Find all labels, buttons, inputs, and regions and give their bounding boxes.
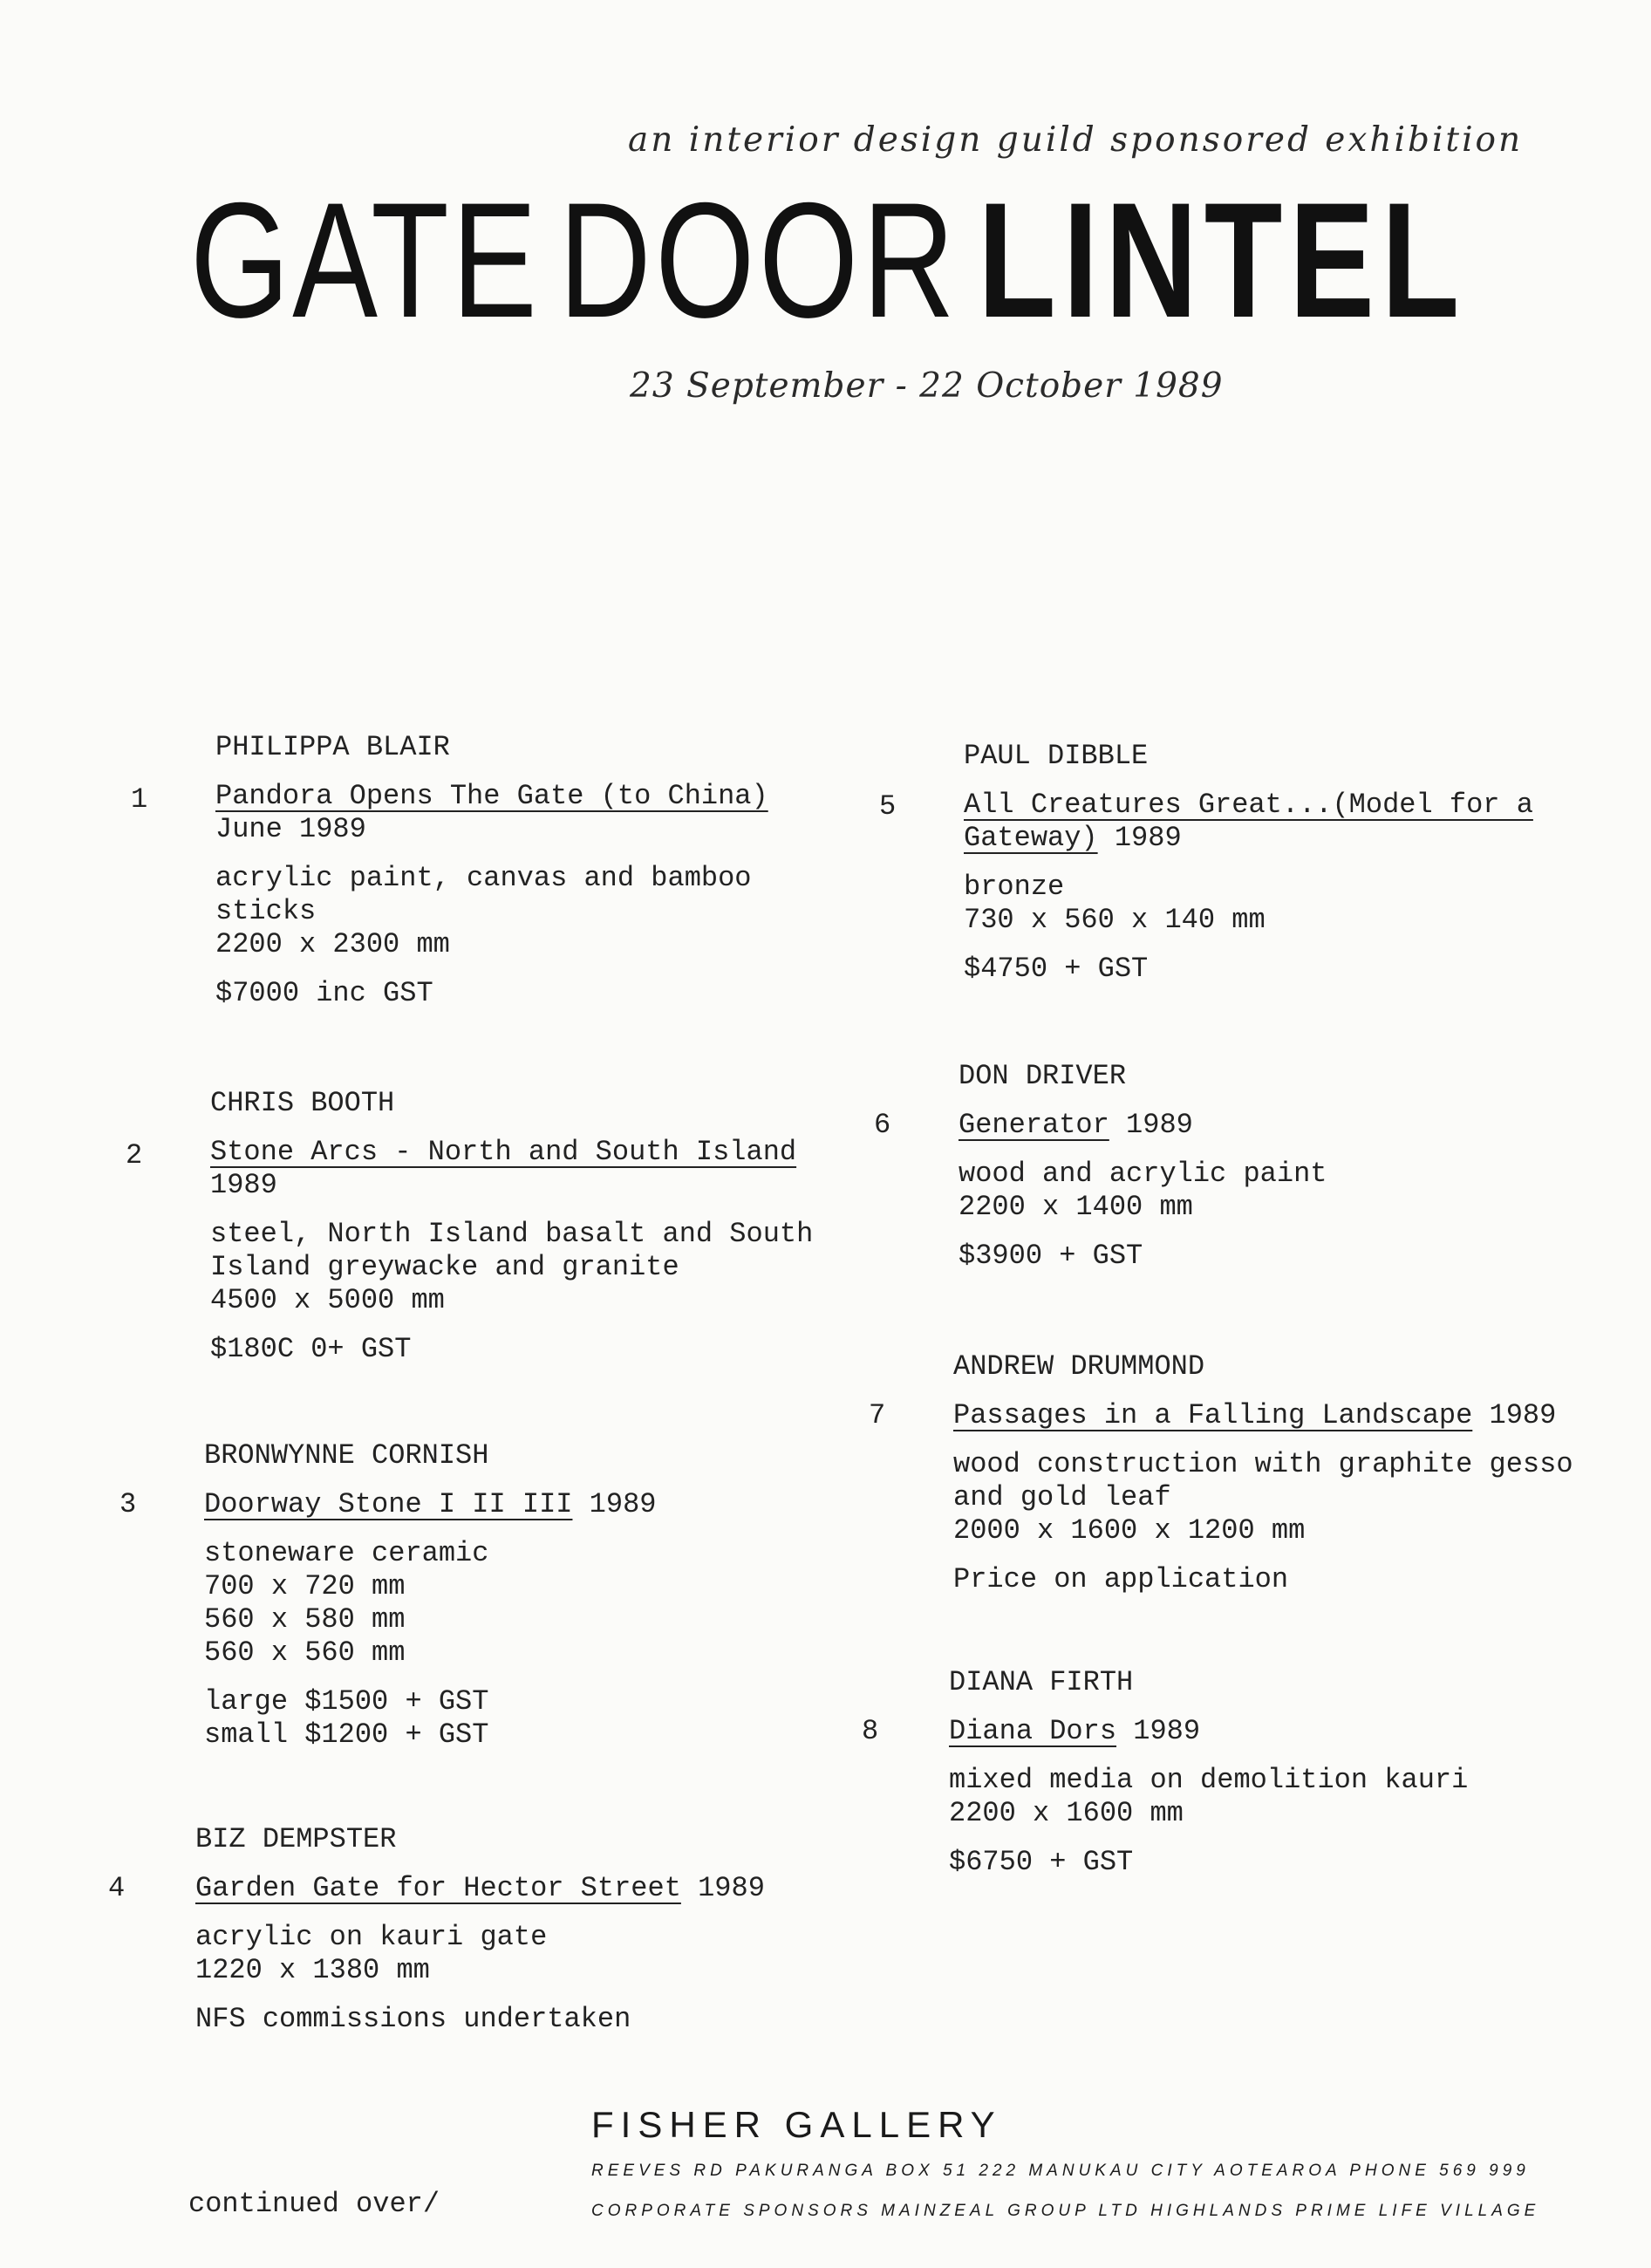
work-dimensions: 700 x 720 mm <box>204 1570 406 1602</box>
artist-name: PHILIPPA BLAIR <box>215 731 450 763</box>
artist-name: ANDREW DRUMMOND <box>953 1350 1205 1383</box>
work-dimensions: 2200 x 2300 mm <box>215 928 450 960</box>
work-date: June 1989 <box>215 813 366 845</box>
work-date: 1989 <box>1489 1399 1557 1431</box>
work-dimensions: 560 x 560 mm <box>204 1636 406 1669</box>
work-media: wood construction with graphite gesso <box>953 1448 1573 1480</box>
entry-number: 5 <box>879 790 897 823</box>
work-title: Doorway Stone I II III <box>204 1488 573 1520</box>
catalogue-entry-3 <box>119 1439 657 1752</box>
work-media: bronze <box>964 871 1065 903</box>
work-title: Generator <box>959 1109 1109 1141</box>
exhibition-dates: 23 September - 22 October 1989 <box>630 366 1224 406</box>
work-price: Price on application <box>953 1563 1289 1595</box>
work-price: $180C 0+ GST <box>210 1333 412 1365</box>
catalogue-entry-5 <box>879 740 1533 986</box>
entry-number: 6 <box>874 1109 891 1141</box>
work-dimensions: 1220 x 1380 mm <box>195 1954 430 1986</box>
work-media: steel, North Island basalt and South <box>210 1218 814 1250</box>
work-date: 1989 <box>589 1488 657 1520</box>
work-dimensions: 2000 x 1600 x 1200 mm <box>953 1514 1306 1547</box>
work-media: sticks <box>215 895 317 927</box>
entry-number: 7 <box>869 1399 886 1431</box>
entry-number: 8 <box>862 1715 879 1747</box>
corporate-sponsors: CORPORATE SPONSORS MAINZEAL GROUP LTD HIGHLANDS PRIME LIFE VILLAGE <box>591 2202 1540 2220</box>
work-date: 1989 <box>210 1169 277 1201</box>
work-price: $3900 + GST <box>959 1240 1143 1272</box>
work-price: NFS commissions undertaken <box>195 2003 631 2035</box>
artist-name: BIZ DEMPSTER <box>195 1823 397 1855</box>
exhibition-title <box>190 168 1485 352</box>
work-date: 1989 <box>1126 1109 1193 1141</box>
catalogue-entry-1 <box>131 731 768 1010</box>
title-word-lintel: LINTEL <box>978 168 1467 352</box>
catalogue-entry-7 <box>869 1350 1573 1596</box>
artist-name: CHRIS BOOTH <box>210 1087 395 1119</box>
work-dimensions: 730 x 560 x 140 mm <box>964 904 1266 936</box>
work-media: stoneware ceramic <box>204 1537 489 1569</box>
exhibition-subtitle: an interior design guild sponsored exhibition <box>628 120 1524 160</box>
artist-name: PAUL DIBBLE <box>964 740 1149 772</box>
work-price: large $1500 + GST <box>204 1685 489 1718</box>
work-title: Pandora Opens The Gate (to China) <box>215 780 768 812</box>
continued-note: continued over/ <box>188 2188 440 2220</box>
entry-number: 4 <box>108 1872 126 1904</box>
entry-number: 3 <box>119 1488 137 1520</box>
work-title-continued: Gateway) <box>964 822 1098 854</box>
work-dimensions: 4500 x 5000 mm <box>210 1284 445 1316</box>
catalogue-entry-6 <box>874 1060 1327 1273</box>
work-title: Stone Arcs - North and South Island <box>210 1136 797 1168</box>
work-price: small $1200 + GST <box>204 1718 489 1751</box>
catalogue-entry-8 <box>862 1666 1469 1879</box>
work-media: acrylic paint, canvas and bamboo <box>215 862 752 894</box>
gallery-address: REEVES RD PAKURANGA BOX 51 222 MANUKAU CITY AOTEAROA PHONE 569 999 <box>591 2162 1530 2180</box>
work-dimensions: 2200 x 1400 mm <box>959 1191 1193 1223</box>
work-price: $7000 inc GST <box>215 977 433 1009</box>
work-title: Diana Dors <box>949 1715 1117 1747</box>
title-word-gate: GATE <box>190 168 540 352</box>
work-date: 1989 <box>1133 1715 1201 1747</box>
artist-name: DON DRIVER <box>959 1060 1127 1092</box>
work-media: and gold leaf <box>953 1481 1171 1513</box>
work-date: 1989 <box>698 1872 765 1904</box>
work-media: wood and acrylic paint <box>959 1158 1327 1190</box>
gallery-name: FISHER GALLERY <box>591 2104 1002 2145</box>
work-media: Island greywacke and granite <box>210 1251 679 1283</box>
work-media: mixed media on demolition kauri <box>949 1764 1469 1796</box>
work-title: Garden Gate for Hector Street <box>195 1872 681 1904</box>
entry-number: 2 <box>126 1139 143 1172</box>
work-dimensions: 560 x 580 mm <box>204 1603 406 1636</box>
work-price: $4750 + GST <box>964 953 1149 985</box>
work-dimensions: 2200 x 1600 mm <box>949 1797 1184 1829</box>
catalogue-entry-2 <box>126 1087 814 1366</box>
work-media: acrylic on kauri gate <box>195 1921 548 1953</box>
work-price: $6750 + GST <box>949 1846 1134 1878</box>
title-word-door: DOOR <box>558 168 959 352</box>
entry-number: 1 <box>131 783 148 816</box>
work-title: Passages in a Falling Landscape <box>953 1399 1473 1431</box>
catalogue-entry-4 <box>108 1823 765 2036</box>
artist-name: BRONWYNNE CORNISH <box>204 1439 489 1472</box>
artist-name: DIANA FIRTH <box>949 1666 1134 1698</box>
work-title: All Creatures Great...(Model for a <box>964 789 1533 821</box>
work-date: 1989 <box>1114 822 1182 854</box>
